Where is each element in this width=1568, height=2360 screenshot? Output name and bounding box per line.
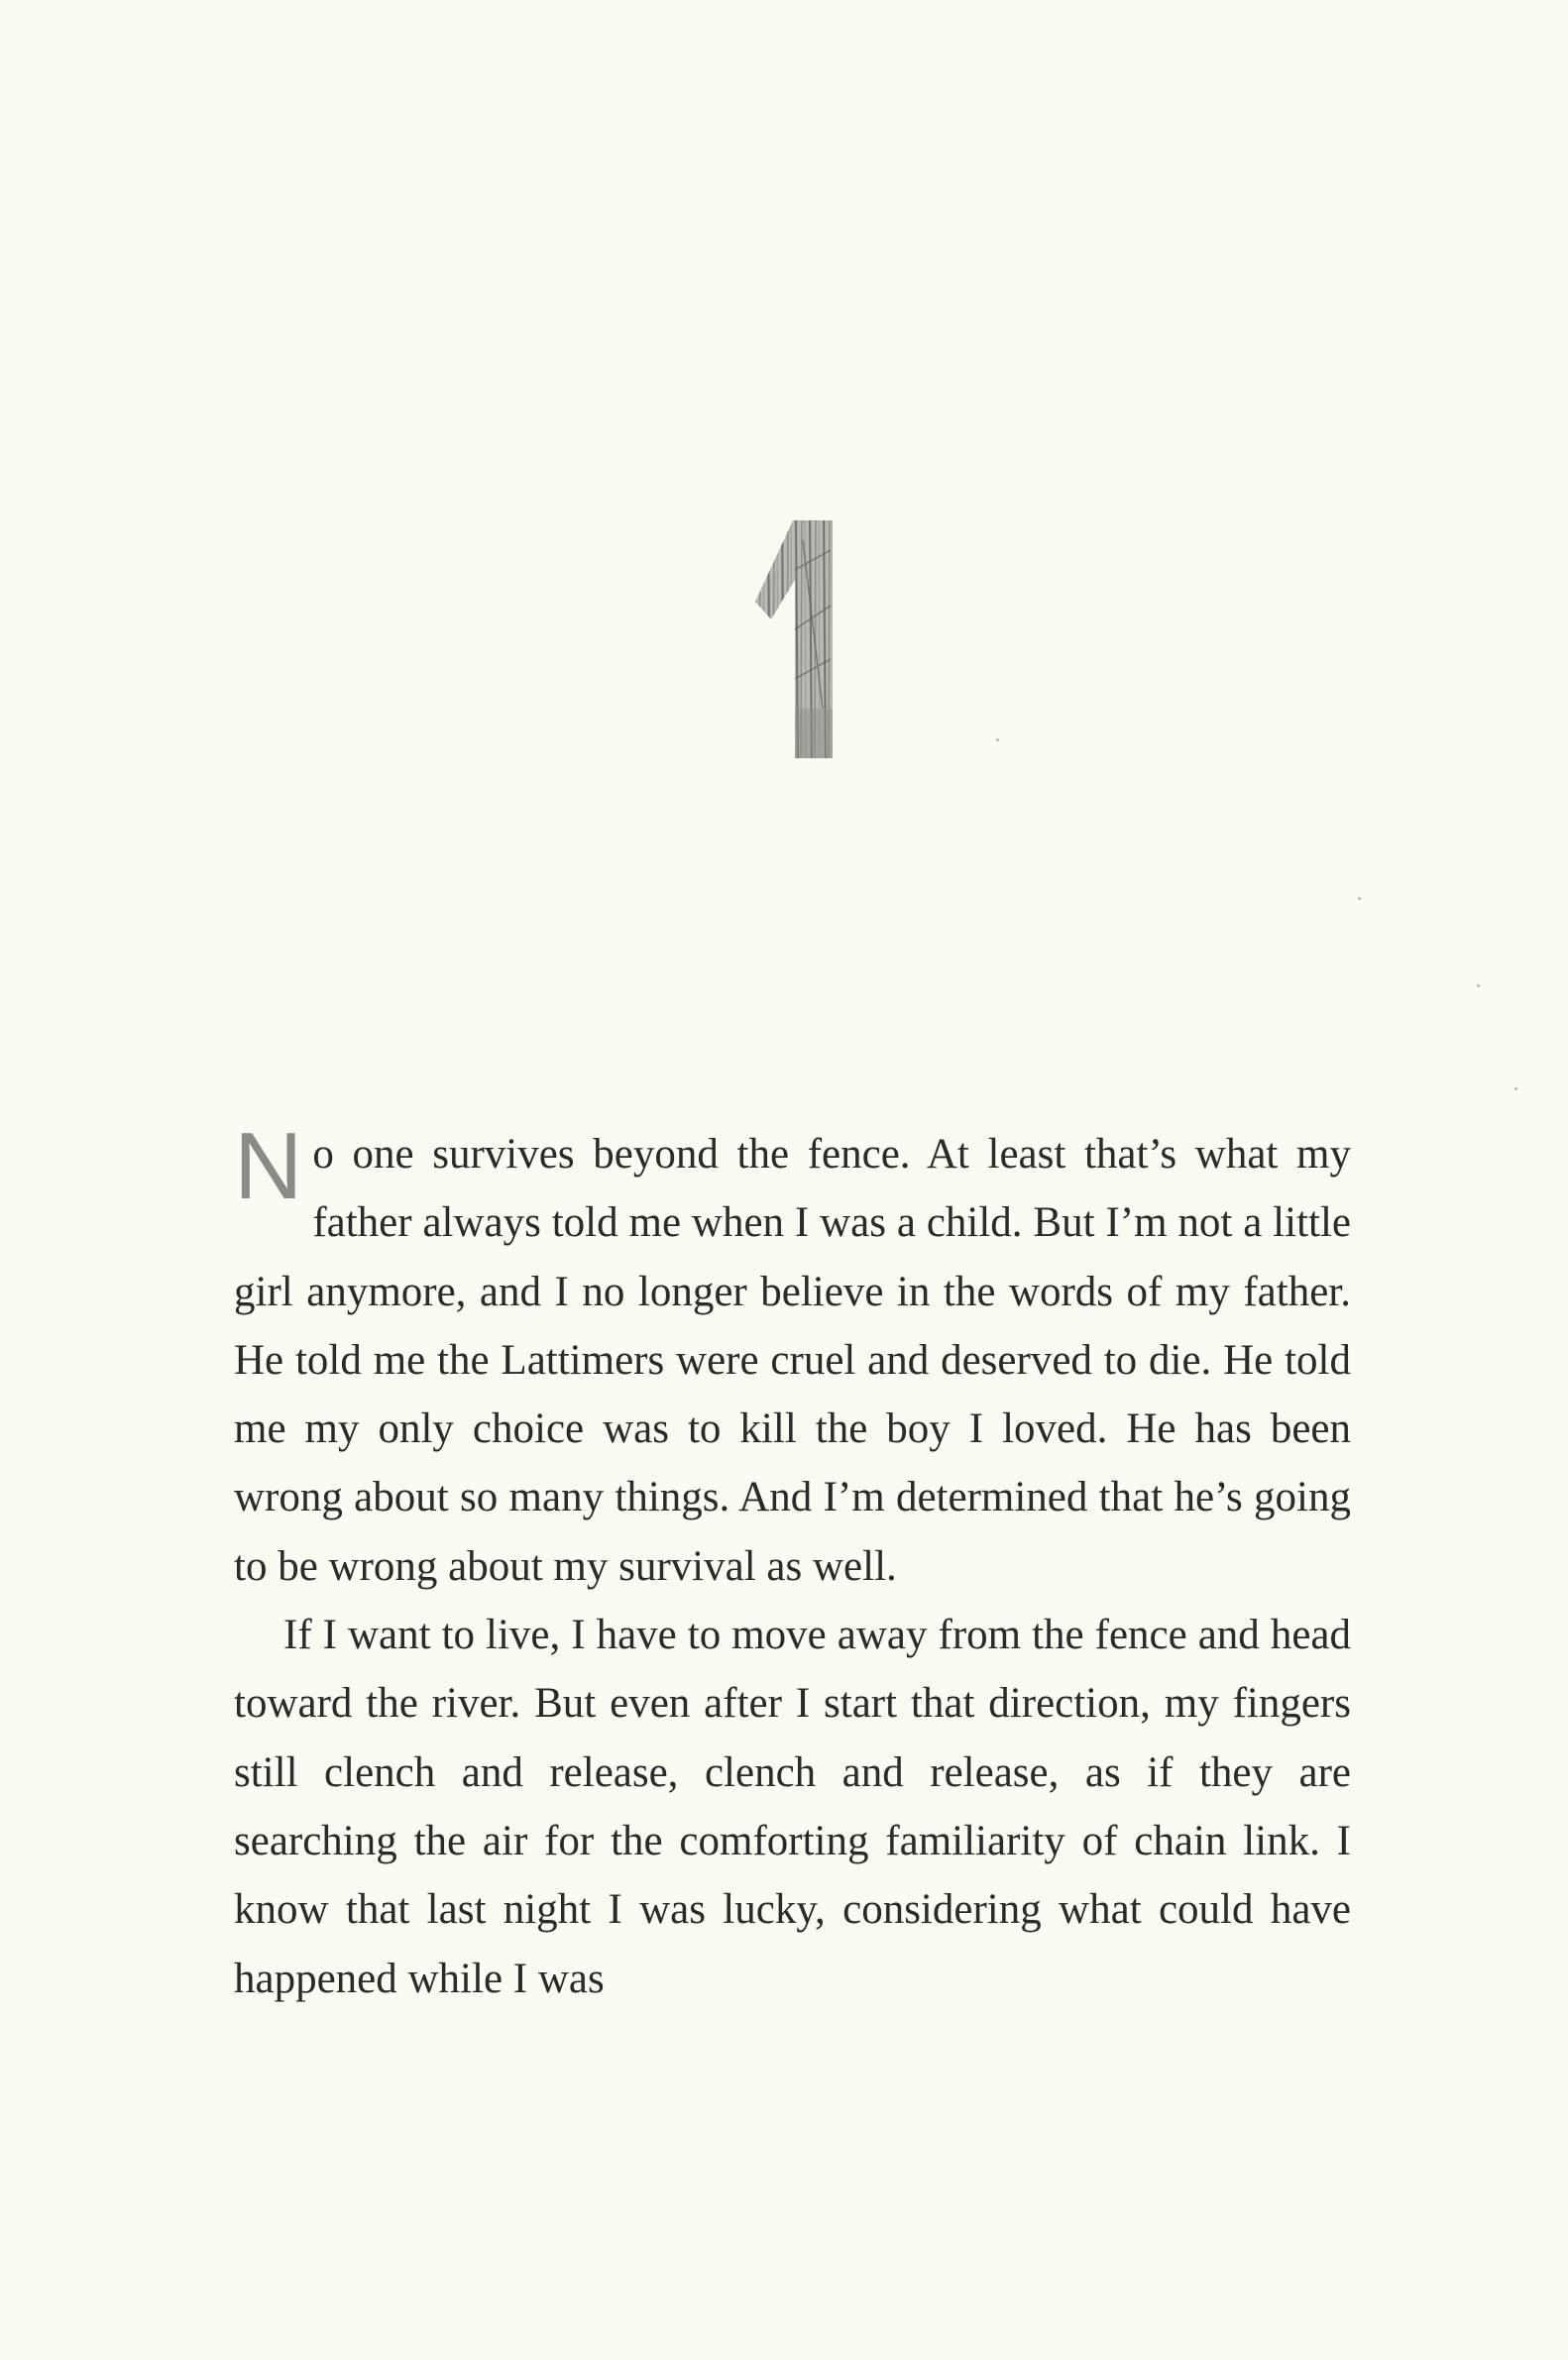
paper-speck xyxy=(1477,984,1480,987)
paper-speck xyxy=(1514,1087,1517,1090)
chapter-number-icon xyxy=(724,510,862,768)
chapter-number xyxy=(724,510,862,768)
paragraph-2: If I want to live, I have to move away from the fence and head toward the river. But even after I start that direction, my fingers still clench and release, clench and release, as if they are searching the air for the comforting familiarity of chain link. I know that last night I was lucky, considering what could have happened while I was xyxy=(234,1612,1351,2002)
paragraph-1-text: o one survives beyond the fence. At least that’s what my father always told me when I was a child. But I’m not a little girl anymore, and I no longer believe in the words of my father. He told me the Lattimers were cruel and deserved to die. He told me my only choice was to kill the boy I loved. He has been wrong about so many things. And I’m determined that he’s going to be wrong about my survival as well. xyxy=(234,1131,1351,1590)
paragraph-1 xyxy=(234,1113,1351,1601)
chapter-body-text xyxy=(234,1113,1351,2013)
paper-speck xyxy=(1358,897,1361,900)
paper-speck xyxy=(996,738,999,741)
drop-cap: N xyxy=(234,1113,301,1219)
